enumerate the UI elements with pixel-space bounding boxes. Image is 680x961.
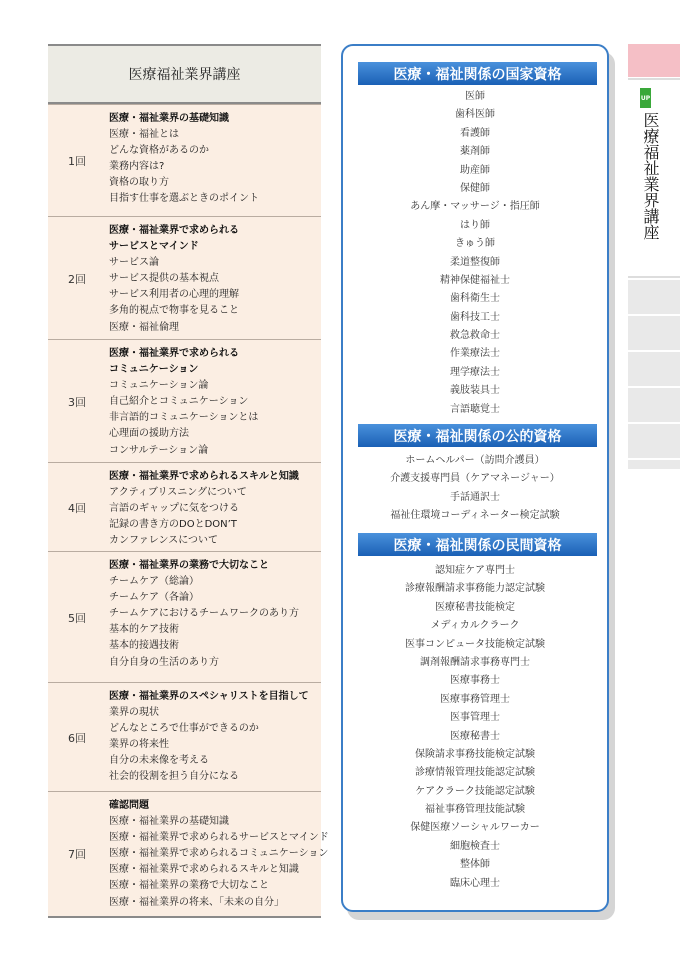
session-topic: チームケア（各論） bbox=[109, 592, 199, 604]
session-row bbox=[48, 462, 321, 552]
session-topic: サービス提供の基本視点 bbox=[109, 273, 219, 285]
session-topic: 医療・福祉倫理 bbox=[109, 321, 179, 333]
session-topic: 医療・福祉業界で求められるコミュニケーション bbox=[109, 848, 329, 860]
qualification-item: 保健師 bbox=[460, 182, 490, 194]
session-topic: 自己紹介とコミュニケーション bbox=[109, 396, 249, 408]
session-topic: 業界の将来性 bbox=[109, 739, 169, 751]
session-topic: チームケア（総論） bbox=[109, 576, 199, 588]
session-number: 4回 bbox=[68, 501, 86, 515]
session-topic: 自分自身の生活のあり方 bbox=[109, 656, 219, 668]
qualification-item: 薬剤師 bbox=[460, 146, 490, 158]
session-topic: 基本的ケア技術 bbox=[109, 624, 179, 636]
index-tab[interactable] bbox=[628, 316, 680, 350]
national-heading: 医療・福祉関係の国家資格 bbox=[358, 62, 597, 85]
session-topic: 医療・福祉業界の基礎知識 bbox=[109, 816, 229, 828]
session-topic: 自分の未来像を考える bbox=[109, 755, 209, 767]
qualifications-panel bbox=[341, 44, 609, 912]
public-heading: 医療・福祉関係の公的資格 bbox=[358, 424, 597, 447]
session-topic: コミュニケーション論 bbox=[109, 380, 209, 392]
private-heading: 医療・福祉関係の民間資格 bbox=[358, 533, 597, 556]
session-number: 6回 bbox=[68, 731, 86, 745]
qualification-item: 保険請求事務技能検定試験 bbox=[415, 748, 535, 760]
course-title: 医療福祉業界講座 bbox=[48, 46, 321, 104]
qualification-item: 福祉住環境コーディネーター検定試験 bbox=[390, 510, 560, 522]
qualification-item: 医療秘書技能検定 bbox=[435, 601, 515, 613]
session-title: 医療・福祉業界で求められる bbox=[109, 225, 239, 236]
qualification-item: きゅう師 bbox=[455, 238, 495, 250]
qualification-item: 臨床心理士 bbox=[450, 877, 500, 889]
qualification-item: 診療報酬請求事務能力認定試験 bbox=[405, 583, 545, 595]
session-topic: 記録の書き方のDOとDON’T bbox=[109, 519, 237, 531]
session-title: 医療・福祉業界の基礎知識 bbox=[109, 113, 229, 124]
qualification-item: 福祉事務管理技能試験 bbox=[425, 804, 525, 816]
session-topic: コンサルテーション論 bbox=[109, 444, 209, 456]
qualification-item: 柔道整復師 bbox=[450, 256, 500, 268]
session-topic: 目指す仕事を選ぶときのポイント bbox=[109, 193, 259, 205]
qualification-item: 言語聴覚士 bbox=[450, 403, 500, 415]
qualification-item: 理学療法士 bbox=[450, 366, 500, 378]
qualification-item: 歯科技工士 bbox=[450, 311, 500, 323]
session-topic: 資格の取り方 bbox=[109, 177, 169, 189]
qualification-item: 介護支援専門員（ケアマネージャー） bbox=[390, 473, 560, 485]
session-topics bbox=[109, 346, 321, 459]
session-topic: 医療・福祉業界の業務で大切なこと bbox=[109, 880, 269, 892]
qualification-item: 医事管理士 bbox=[450, 712, 500, 724]
session-topic: 社会的役割を担う自分になる bbox=[109, 771, 239, 783]
index-tab[interactable] bbox=[628, 460, 680, 469]
session-topics bbox=[109, 111, 321, 208]
session-topic: どんな資格があるのか bbox=[109, 145, 209, 157]
qualification-item: 看護師 bbox=[460, 127, 490, 139]
session-topic: 言語のギャップに気をつける bbox=[109, 503, 239, 515]
index-tab-active[interactable] bbox=[628, 44, 680, 77]
qualification-item: メディカルクラーク bbox=[430, 620, 520, 632]
qualification-item: 手話通訳士 bbox=[450, 491, 500, 503]
session-title: コミュニケーション bbox=[109, 364, 199, 376]
qualification-item: 医療秘書士 bbox=[450, 730, 500, 742]
qualification-item: 医療事務管理士 bbox=[440, 693, 510, 705]
session-topic: 業務内容は? bbox=[109, 161, 165, 173]
qualification-item: 歯科医師 bbox=[455, 109, 495, 121]
session-row bbox=[48, 791, 329, 915]
qualification-item: 整体師 bbox=[460, 859, 490, 871]
session-topic: 業界の現状 bbox=[109, 707, 159, 719]
session-topic: チームケアにおけるチームワークのあり方 bbox=[109, 608, 299, 620]
session-topics bbox=[109, 469, 321, 549]
session-title: 医療・福祉業界で求められる bbox=[109, 348, 239, 359]
qualification-item: 救急救命士 bbox=[450, 330, 500, 342]
session-row bbox=[48, 682, 321, 792]
session-title: 医療・福祉業界で求められるスキルと知識 bbox=[109, 471, 299, 482]
up-badge-icon: UP bbox=[640, 88, 651, 108]
session-row bbox=[48, 551, 321, 683]
qualification-item: 細胞検査士 bbox=[450, 840, 500, 852]
course-table bbox=[48, 44, 329, 918]
session-topic: 心理面の援助方法 bbox=[109, 428, 189, 440]
session-topic: 非言語的コミュニケーションとは bbox=[109, 412, 259, 424]
qualification-item: 医師 bbox=[465, 91, 485, 102]
qualification-item: 調剤報酬請求事務専門士 bbox=[420, 656, 530, 668]
index-label: 医療福祉業界講座 bbox=[641, 112, 660, 240]
index-tab-current[interactable] bbox=[628, 78, 680, 278]
session-title: 確認問題 bbox=[109, 800, 149, 811]
side-index bbox=[628, 44, 680, 469]
session-topics bbox=[109, 689, 321, 786]
session-title: 医療・福祉業界のスペシャリストを目指して bbox=[109, 691, 309, 702]
qualification-item: 義肢装具士 bbox=[450, 385, 500, 397]
index-tab[interactable] bbox=[628, 388, 680, 422]
qualification-item: ケアクラーク技能認定試験 bbox=[415, 785, 535, 797]
index-tab[interactable] bbox=[628, 280, 680, 314]
national-list bbox=[343, 88, 607, 419]
session-number: 3回 bbox=[68, 395, 86, 409]
qualification-item: あん摩・マッサージ・指圧師 bbox=[410, 201, 540, 213]
session-topic: 基本的接遇技術 bbox=[109, 640, 179, 652]
qualification-item: 精神保健福祉士 bbox=[440, 274, 510, 286]
private-list bbox=[343, 562, 607, 893]
public-list bbox=[343, 452, 607, 526]
qualification-item: 歯科衛生士 bbox=[450, 293, 500, 305]
session-topic: 医療・福祉業界で求められるスキルと知識 bbox=[109, 864, 299, 876]
qualification-item: はり師 bbox=[460, 219, 490, 231]
session-number: 5回 bbox=[68, 611, 86, 625]
session-row bbox=[48, 216, 321, 340]
session-topic: カンファレンスについて bbox=[109, 535, 219, 547]
session-row bbox=[48, 339, 321, 463]
session-topic: サービス論 bbox=[109, 257, 159, 269]
session-number: 2回 bbox=[68, 272, 86, 286]
session-topic: サービス利用者の心理的理解 bbox=[109, 289, 239, 301]
session-row bbox=[48, 104, 321, 217]
session-title: サービスとマインド bbox=[109, 241, 199, 253]
session-number: 1回 bbox=[68, 155, 86, 168]
session-topic: どんなところで仕事ができるのか bbox=[109, 723, 259, 735]
session-topics bbox=[109, 798, 329, 911]
qualification-item: 医事コンピュータ技能検定試験 bbox=[405, 638, 545, 650]
qualification-item: ホームヘルパー（訪問介護員） bbox=[405, 455, 545, 466]
qualification-item: 認知症ケア専門士 bbox=[435, 565, 515, 576]
session-topic: 医療・福祉業界の将来、「未来の自分」 bbox=[109, 896, 284, 908]
index-tab[interactable] bbox=[628, 352, 680, 386]
qualification-item: 助産師 bbox=[460, 164, 490, 176]
session-topics bbox=[109, 558, 321, 671]
index-tab[interactable] bbox=[628, 424, 680, 458]
session-topic: 医療・福祉業界で求められるサービスとマインド bbox=[109, 832, 329, 844]
qualification-item: 保健医療ソーシャルワーカー bbox=[410, 822, 540, 834]
session-topic: 医療・福祉とは bbox=[109, 129, 179, 141]
session-topic: アクティブリスニングについて bbox=[109, 487, 247, 499]
session-topic: 多角的視点で物事を見ること bbox=[109, 305, 239, 317]
session-number: 7回 bbox=[68, 847, 86, 861]
session-topics bbox=[109, 223, 321, 336]
qualification-item: 作業療法士 bbox=[450, 348, 500, 360]
session-title: 医療・福祉業界の業務で大切なこと bbox=[109, 560, 269, 571]
qualification-item: 医療事務士 bbox=[450, 675, 500, 687]
qualification-item: 診療情報管理技能認定試験 bbox=[415, 767, 535, 779]
